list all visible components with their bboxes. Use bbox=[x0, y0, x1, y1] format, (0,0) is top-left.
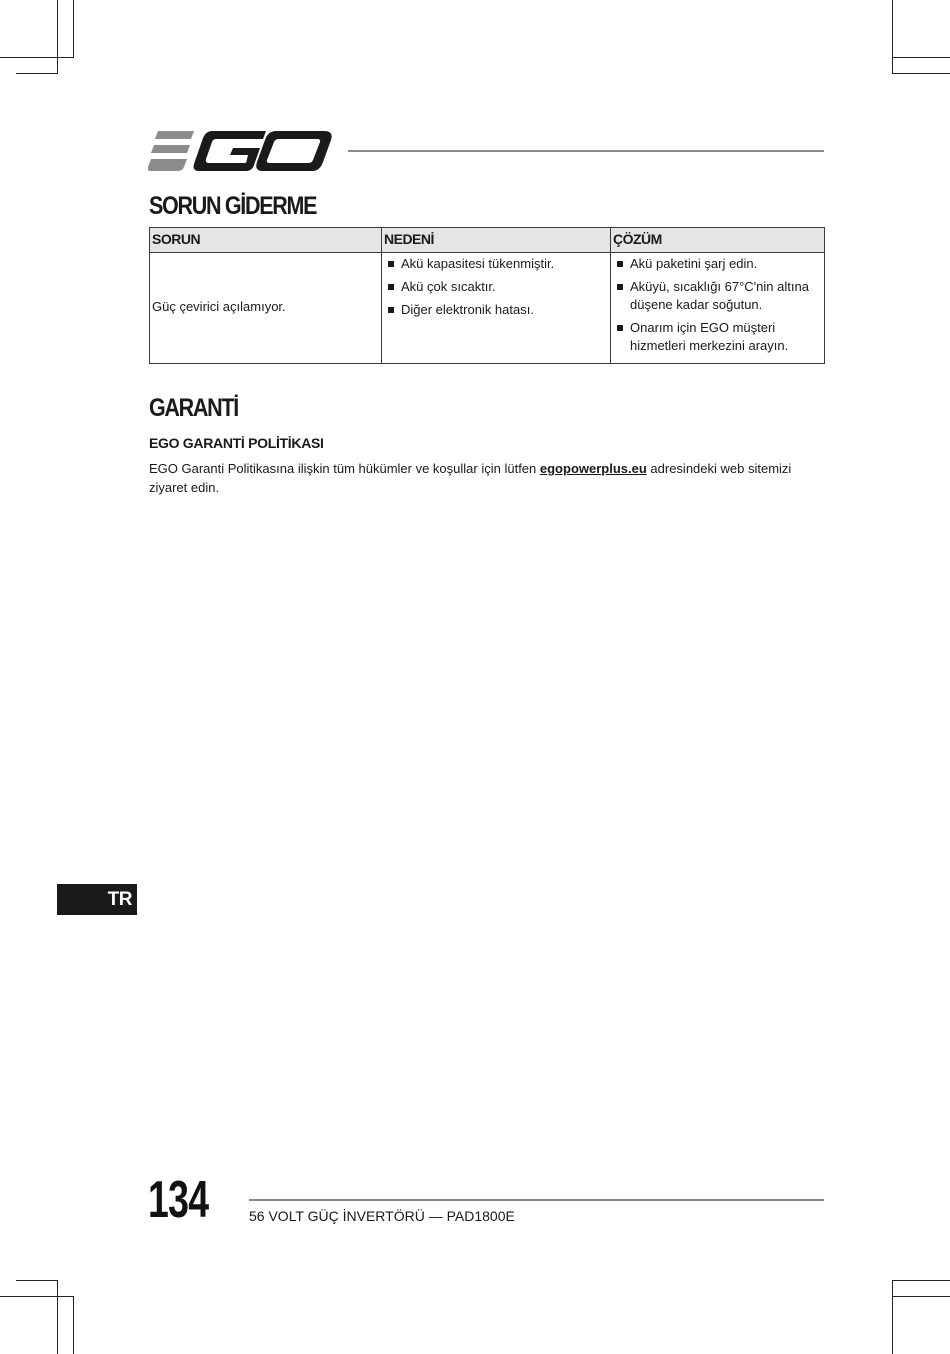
table-row bbox=[150, 252, 825, 363]
crop-mark bbox=[892, 1296, 950, 1297]
cause-list bbox=[384, 255, 608, 320]
column-header-cause: NEDENİ bbox=[382, 228, 611, 253]
column-header-problem: SORUN bbox=[150, 228, 382, 253]
solution-cell bbox=[611, 252, 825, 363]
list-item: Akü paketini şarj edin. bbox=[613, 255, 822, 273]
footer-rule bbox=[249, 1199, 824, 1201]
crop-mark bbox=[892, 0, 893, 74]
header-rule bbox=[348, 150, 824, 152]
warranty-text: EGO Garanti Politikasına ilişkin tüm hükümler ve koşullar için lütfen bbox=[149, 461, 540, 476]
crop-mark bbox=[892, 1280, 950, 1281]
crop-mark bbox=[73, 0, 74, 58]
language-tab: TR bbox=[57, 884, 137, 915]
crop-mark bbox=[892, 1280, 893, 1354]
page-number: 134 bbox=[148, 1171, 209, 1229]
troubleshooting-heading: SORUN GİDERME bbox=[149, 192, 317, 220]
footer-product-title: 56 VOLT GÜÇ İNVERTÖRÜ — PAD1800E bbox=[249, 1208, 515, 1224]
website-link[interactable]: egopowerplus.eu bbox=[539, 461, 647, 476]
list-item: Akü çok sıcaktır. bbox=[384, 278, 608, 296]
list-item: Onarım için EGO müşteri hizmetleri merkezini arayın. bbox=[613, 319, 822, 355]
solution-list bbox=[613, 255, 822, 356]
list-item: Akü kapasitesi tükenmiştir. bbox=[384, 255, 608, 273]
troubleshooting-table bbox=[149, 227, 825, 364]
list-item: Aküyü, sıcaklığı 67°C'nin altına düşene kadar soğutun. bbox=[613, 278, 822, 314]
cause-cell bbox=[382, 252, 611, 363]
crop-mark bbox=[16, 73, 58, 74]
crop-mark bbox=[0, 1296, 74, 1297]
crop-mark bbox=[0, 57, 74, 58]
warranty-policy-subheading: EGO GARANTİ POLİTİKASI bbox=[149, 435, 324, 451]
list-item: Diğer elektronik hatası. bbox=[384, 301, 608, 319]
crop-mark bbox=[57, 0, 58, 74]
crop-mark bbox=[892, 57, 950, 58]
warranty-text-end: adresindeki web sitemizi ziyaret edin. bbox=[149, 461, 792, 495]
crop-mark bbox=[57, 1280, 58, 1354]
table-header-row bbox=[150, 228, 825, 253]
warranty-heading: GARANTİ bbox=[149, 394, 238, 422]
problem-cell: Güç çevirici açılamıyor. bbox=[150, 252, 382, 363]
crop-mark bbox=[892, 73, 950, 74]
warranty-paragraph bbox=[149, 459, 819, 497]
crop-mark bbox=[73, 1296, 74, 1354]
column-header-solution: ÇÖZÜM bbox=[611, 228, 825, 253]
ego-logo bbox=[148, 128, 332, 172]
crop-mark bbox=[16, 1280, 58, 1281]
